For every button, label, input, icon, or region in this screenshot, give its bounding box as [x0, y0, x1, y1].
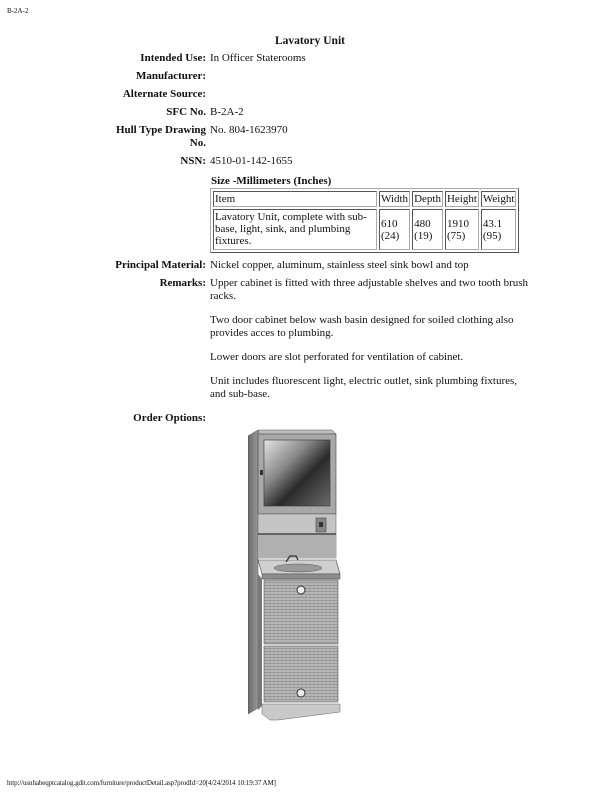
- remarks-label: Remarks:: [159, 277, 206, 289]
- size-table: [210, 188, 519, 253]
- hull-type-drawing-label: Hull Type Drawing No.: [115, 124, 206, 149]
- remarks-paragraph: Lower doors are slot perforated for ventilation of cabinet.: [210, 351, 464, 363]
- page-footer-url: http://usnhabeqptcatalog.gdit.com/furniture/productDetail.asp?prodId=20[4/24/2014 10:19:37 AM]: [7, 779, 276, 787]
- intended-use-label: Intended Use:: [140, 52, 206, 64]
- hull-type-drawing-value: No. 804-1623970: [210, 124, 288, 136]
- door-pull-icon: [297, 689, 305, 697]
- sfc-no-label: SFC No.: [166, 106, 206, 118]
- sfc-no-value: B-2A-2: [210, 106, 244, 118]
- remarks-value: [210, 277, 528, 412]
- cell-width: 610 (24): [379, 209, 410, 250]
- alternate-source-label: Alternate Source:: [122, 88, 206, 100]
- remarks-paragraph: Unit includes fluorescent light, electric outlet, sink plumbing fixtures, and sub-base.: [210, 375, 518, 400]
- size-table-title: Size -Millimeters (Inches): [211, 175, 332, 187]
- sub-base: [262, 704, 340, 720]
- order-options-label: Order Options:: [133, 412, 206, 424]
- door-pull-icon: [297, 586, 305, 594]
- mirror-latch-icon: [260, 470, 263, 475]
- header-item: Item: [213, 191, 377, 207]
- size-table-header-row: [213, 191, 516, 207]
- header-weight: Weight: [482, 193, 515, 205]
- cell-height: 1910 (75): [445, 209, 479, 250]
- page-header: B-2A-2: [7, 7, 29, 15]
- sink-bowl: [274, 564, 322, 572]
- cabinet-side-panel: [248, 430, 258, 714]
- nsn-value: 4510-01-142-1655: [210, 155, 293, 167]
- cell-depth: 480 (19): [412, 209, 443, 250]
- manufacturer-label: Manufacturer:: [135, 70, 206, 82]
- cell-item: Lavatory Unit, complete with sub-base, light, sink, and plumbing fixtures.: [213, 209, 377, 250]
- principal-material-label: Principal Material:: [115, 259, 206, 271]
- mirror: [264, 440, 330, 506]
- remarks-paragraph: Upper cabinet is fitted with three adjustable shelves and two tooth brush racks.: [210, 277, 529, 302]
- header-width: Width: [381, 193, 409, 205]
- remarks-paragraph: Two door cabinet below wash basin designed for soiled clothing also provides acces to plumbing.: [210, 314, 514, 339]
- header-depth: Depth: [414, 193, 441, 205]
- cell-weight: 43.1 (95): [481, 209, 517, 250]
- header-height: Height: [446, 193, 477, 205]
- intended-use-value: In Officer Staterooms: [210, 52, 306, 64]
- lavatory-unit-illustration: [248, 428, 376, 728]
- nsn-label: NSN:: [180, 155, 206, 167]
- principal-material-value: Nickel copper, aluminum, stainless steel sink bowl and top: [210, 259, 469, 271]
- table-row: [213, 209, 516, 250]
- product-title: Lavatory Unit: [275, 35, 345, 47]
